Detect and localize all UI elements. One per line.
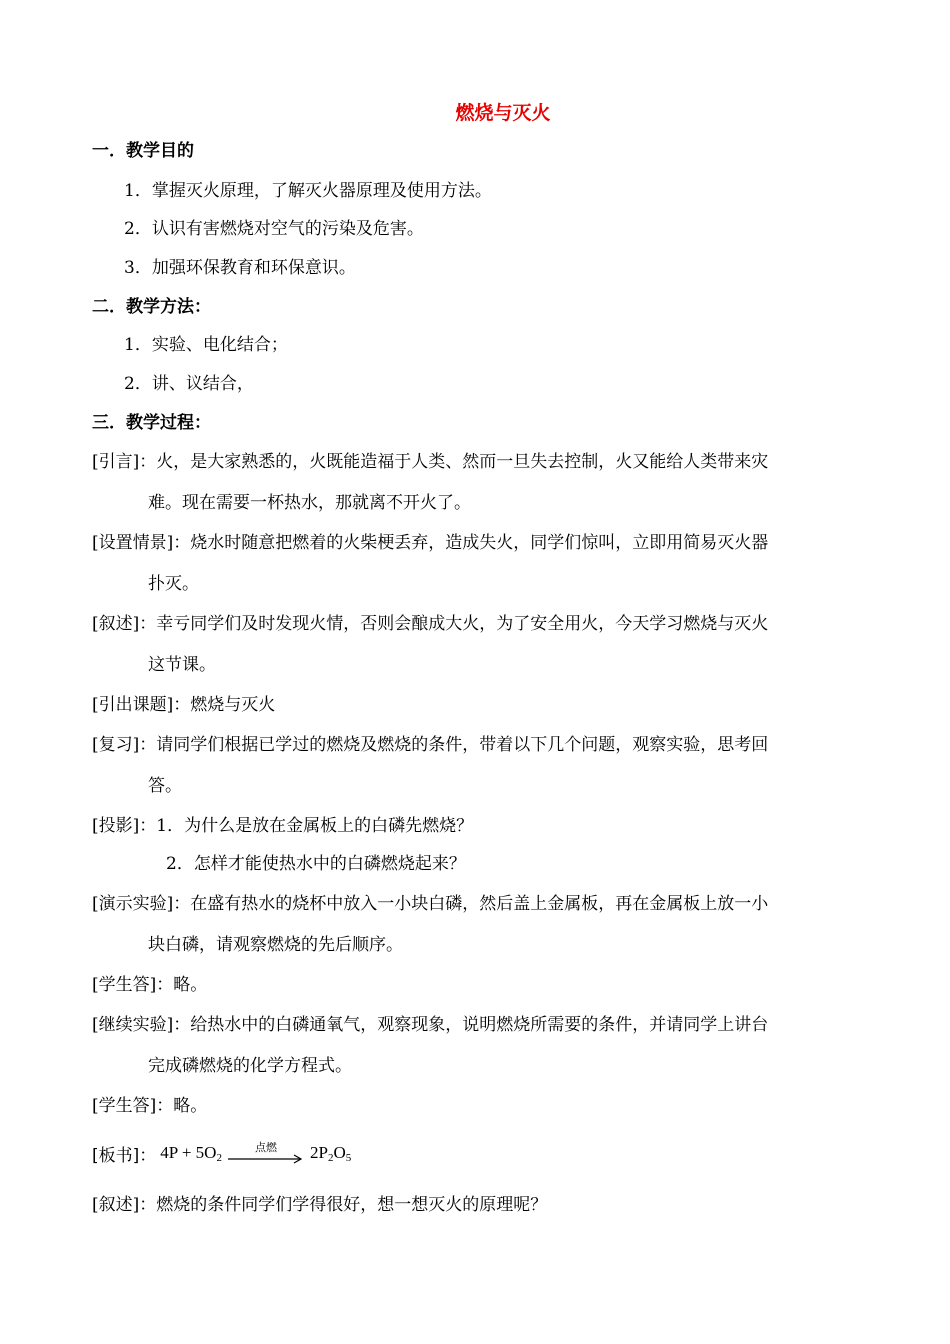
paragraph-line: 2．怎样才能使热水中的白磷燃烧起来？ — [166, 854, 466, 874]
reaction-condition: 点燃 — [254, 1141, 277, 1154]
paragraph-line: [复习]：请同学们根据已学过的燃烧及燃烧的条件，带着以下几个问题，观察实验，思考回 — [92, 735, 769, 755]
equation-label: [板书]： — [92, 1145, 157, 1166]
paragraph-line: 块白磷，请观察燃烧的先后顺序。 — [148, 935, 403, 955]
section-heading-process: 三．教学过程： — [92, 413, 211, 433]
list-item: 2．讲、议结合， — [124, 374, 254, 394]
paragraph-line: [继续实验]：给热水中的白磷通氧气，观察现象，说明燃烧所需要的条件，并请同学上讲台 — [92, 1015, 769, 1035]
paragraph-line: [引出课题]：燃烧与灭火 — [92, 695, 276, 715]
paragraph-line: 难。现在需要一杯热水，那就离不开火了。 — [148, 493, 471, 513]
equation-reactants: $4P + 5O_2$ — [160, 1142, 222, 1164]
paragraph-line: 扑灭。 — [148, 574, 199, 594]
paragraph-line: [叙述]：幸亏同学们及时发现火情，否则会酿成大火，为了安全用火，今天学习燃烧与灭火 — [92, 614, 769, 634]
paragraph-line: 完成磷燃烧的化学方程式。 — [148, 1056, 352, 1076]
paragraph-line: [设置情景]：烧水时随意把燃着的火柴梗丢弃，造成失火，同学们惊叫，立即用简易灭火器 — [92, 533, 769, 553]
paragraph-line: [学生答]：略。 — [92, 975, 208, 995]
list-item: 3．加强环保教育和环保意识。 — [124, 258, 356, 278]
chemical-equation — [92, 1136, 351, 1170]
paragraph-line: [引言]：火，是大家熟悉的，火既能造福于人类、然而一旦失去控制，火又能给人类带来灾 — [92, 452, 769, 472]
section-heading-methods: 二．教学方法： — [92, 297, 211, 317]
paragraph-line: 这节课。 — [148, 655, 216, 675]
paragraph-line: 答。 — [148, 776, 182, 796]
paragraph-line: [叙述]：燃烧的条件同学们学得很好，想一想灭火的原理呢？ — [92, 1195, 548, 1215]
list-item: 1．实验、电化结合； — [124, 335, 288, 355]
paragraph-line: [投影]：1．为什么是放在金属板上的白磷先燃烧？ — [92, 816, 474, 836]
paragraph-line: [演示实验]：在盛有热水的烧杯中放入一小块白磷，然后盖上金属板，再在金属板上放一小 — [92, 894, 769, 914]
arrow-icon — [228, 1154, 304, 1164]
paragraph-line: [学生答]：略。 — [92, 1096, 208, 1116]
list-item: 1．掌握灭火原理，了解灭火器原理及使用方法。 — [124, 181, 492, 201]
equation-products: $2P_2O_5$ — [309, 1142, 352, 1164]
list-item: 2．认识有害燃烧对空气的污染及危害。 — [124, 219, 424, 239]
page-title: 燃烧与灭火 — [455, 102, 551, 124]
section-heading-objectives: 一．教学目的 — [92, 141, 194, 161]
reaction-arrow — [228, 1142, 304, 1164]
